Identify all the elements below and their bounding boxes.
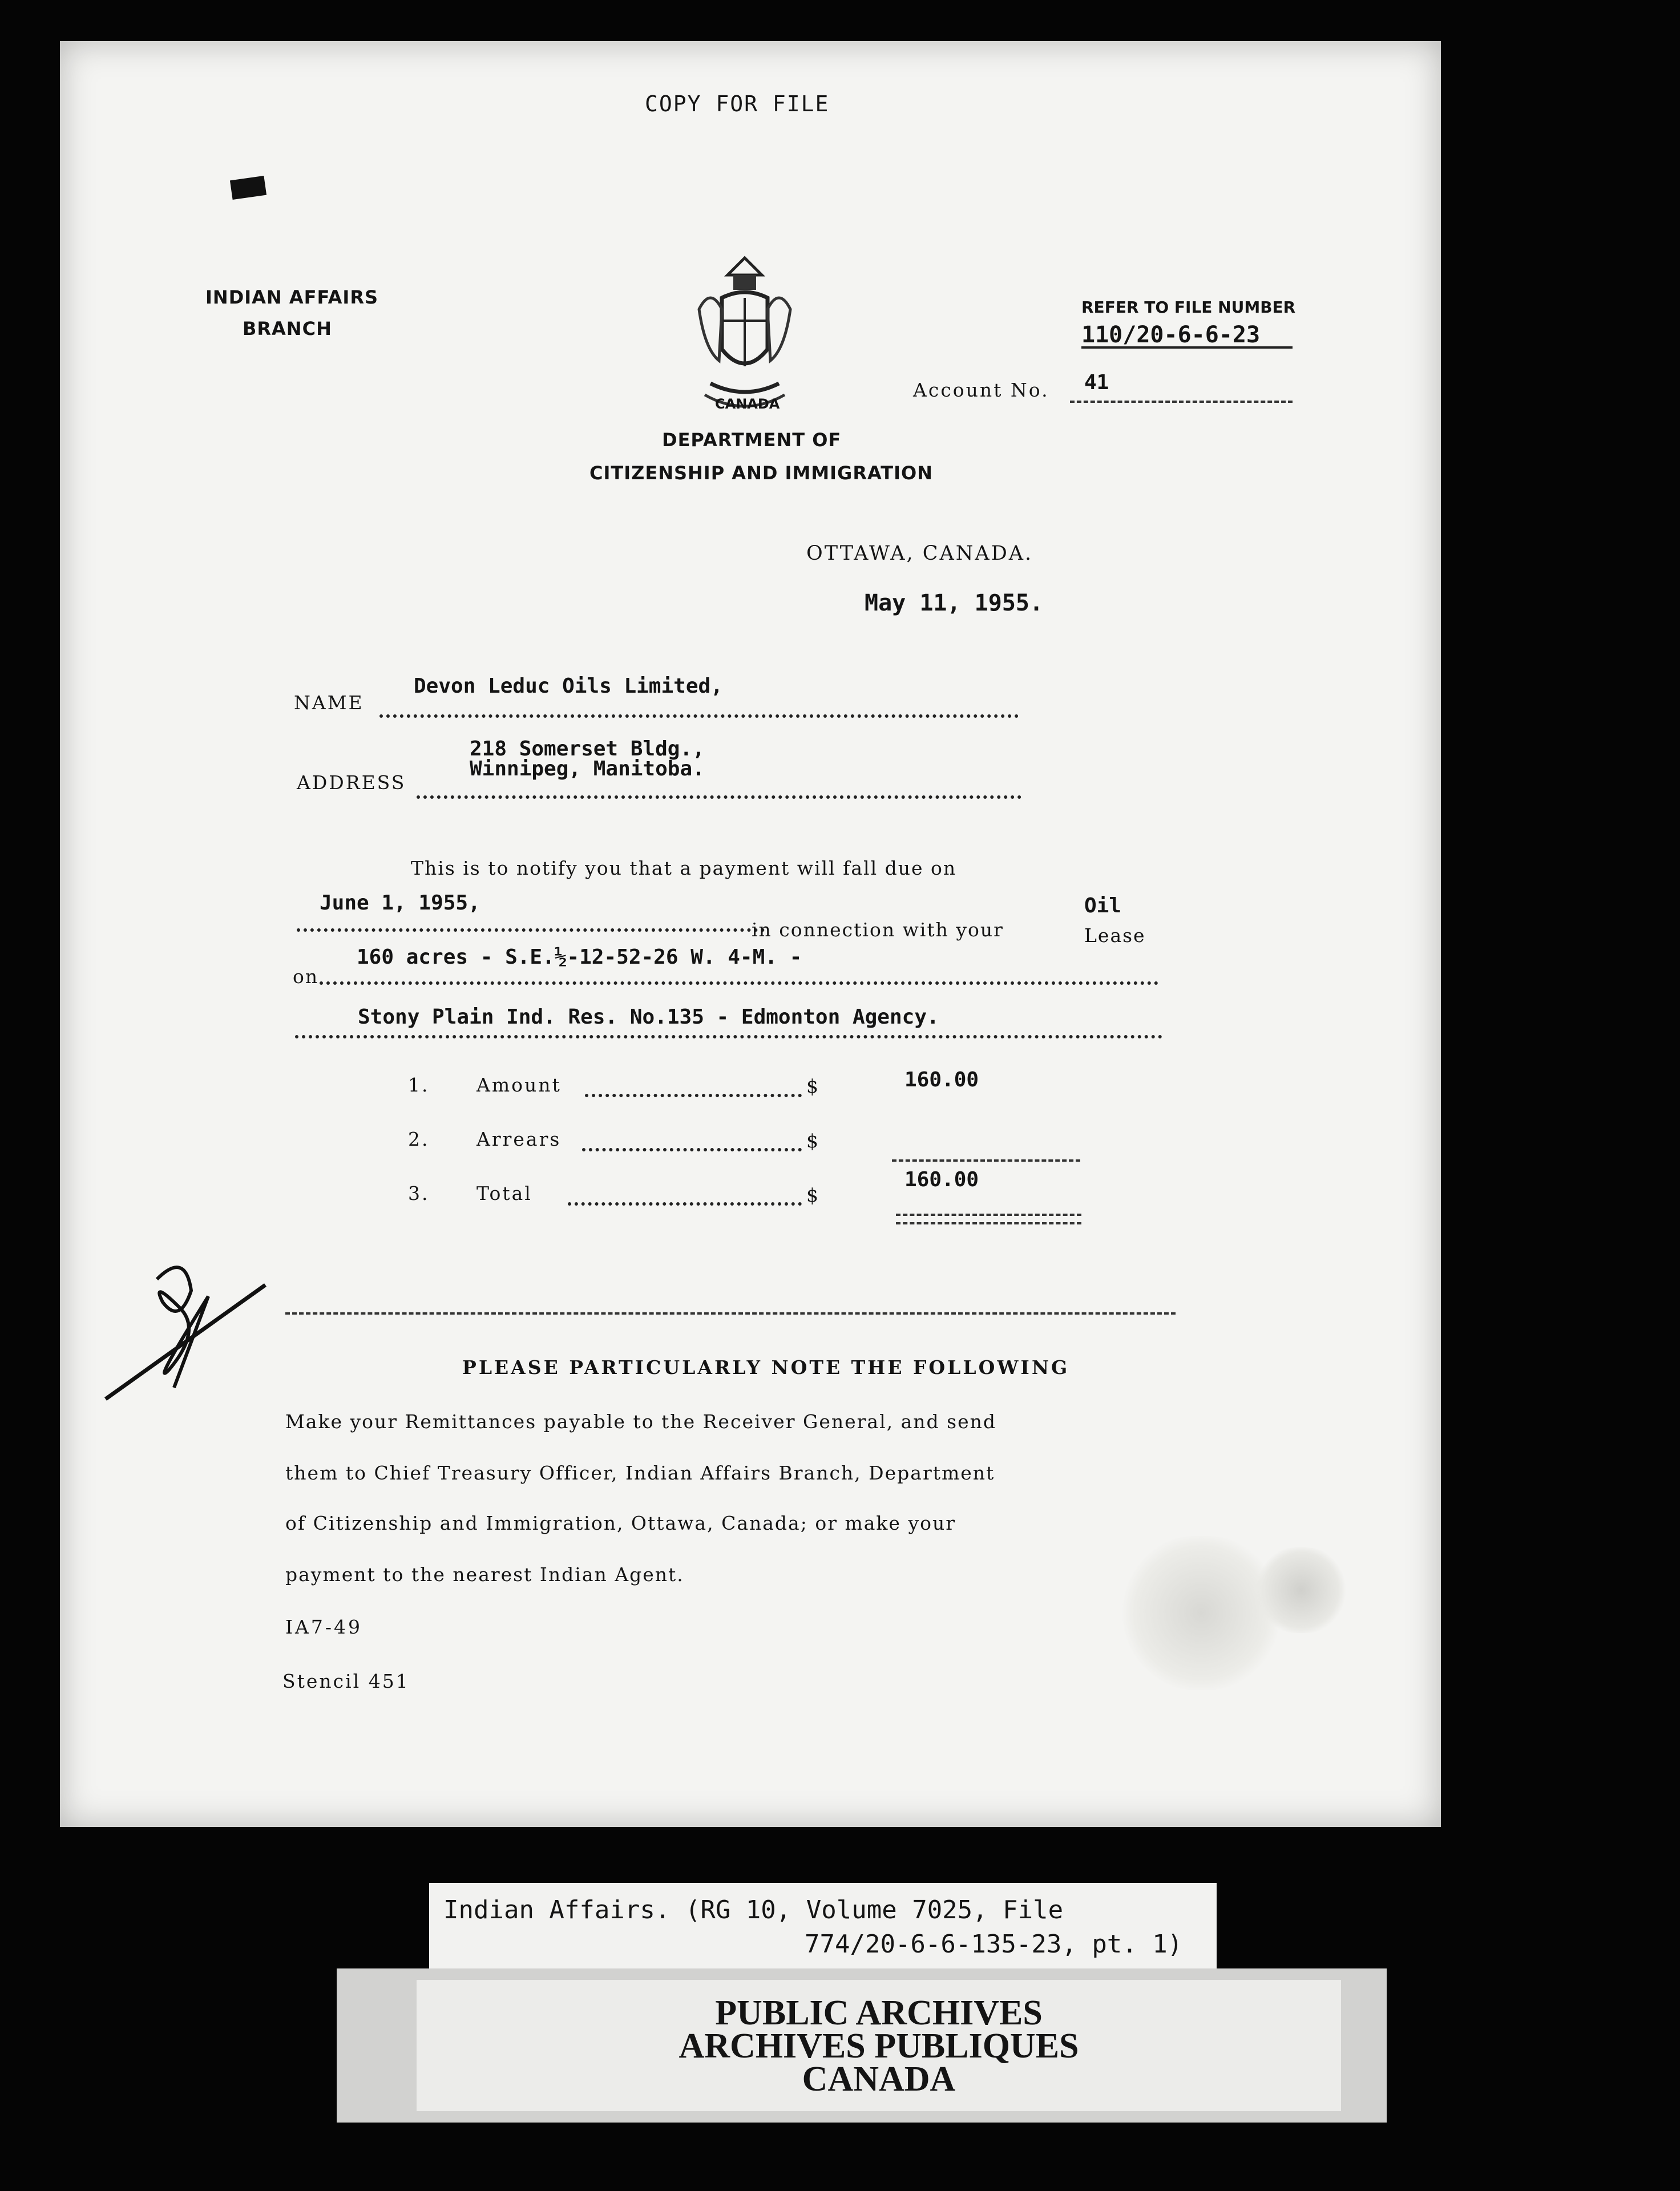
total-value: 160.00 bbox=[904, 1168, 979, 1191]
due-date: June 1, 1955, bbox=[320, 891, 480, 915]
archive-reference-label bbox=[429, 1883, 1217, 1980]
letter-date: May 11, 1955. bbox=[865, 590, 1044, 616]
amount-row-2-dots bbox=[582, 1148, 802, 1151]
amount-row-2-number: 2. bbox=[408, 1128, 430, 1150]
lease-word: Lease bbox=[1084, 924, 1146, 947]
property-line-1: 160 acres - S.E.½-12-52-26 W. 4-M. - bbox=[357, 945, 802, 969]
file-number-value: 110/20-6-6-23 bbox=[1081, 322, 1261, 348]
stencil-code: Stencil 451 bbox=[282, 1670, 410, 1692]
instructions-heading: PLEASE PARTICULARLY NOTE THE FOLLOWING bbox=[462, 1356, 1070, 1379]
property-line-2: Stony Plain Ind. Res. No.135 - Edmonton Agency. bbox=[358, 1005, 939, 1029]
stamp-line-3: CANADA bbox=[802, 2060, 956, 2099]
file-number-underline bbox=[1081, 346, 1293, 349]
amount-row-1-dots bbox=[585, 1094, 802, 1097]
property-dotted-line-1 bbox=[320, 981, 1158, 985]
recipient-address-line-2: Winnipeg, Manitoba. bbox=[470, 757, 705, 781]
address-label: ADDRESS bbox=[297, 771, 406, 794]
amount-value: 160.00 bbox=[904, 1068, 979, 1092]
paper-stain bbox=[1255, 1547, 1347, 1633]
amount-row-3-dots bbox=[568, 1202, 802, 1206]
amount-row-3-label: Total bbox=[476, 1182, 532, 1204]
paper-stain bbox=[1121, 1536, 1281, 1690]
notice-intro: This is to notify you that a payment will fall due on bbox=[411, 857, 957, 879]
amount-row-1-label: Amount bbox=[476, 1074, 562, 1096]
amount-row-1-currency: $ bbox=[806, 1075, 820, 1097]
account-label: Account No. bbox=[913, 379, 1049, 401]
crest-caption: CANADA bbox=[715, 396, 780, 412]
archive-reference-line-1: Indian Affairs. (RG 10, Volume 7025, File bbox=[443, 1895, 1064, 1925]
document-sheet bbox=[60, 41, 1441, 1827]
lease-type: Oil bbox=[1084, 894, 1122, 917]
redaction-mark bbox=[230, 176, 266, 200]
account-underline bbox=[1070, 401, 1293, 403]
instructions-line-3: of Citizenship and Immigration, Ottawa, Canada; or make your bbox=[285, 1512, 956, 1534]
recipient-address-line-1: 218 Somerset Bldg., bbox=[470, 737, 705, 761]
stamp-panel bbox=[417, 1980, 1341, 2111]
arrears-underline bbox=[892, 1159, 1080, 1162]
name-dotted-line bbox=[379, 714, 1019, 718]
handwritten-initials-icon bbox=[94, 1228, 277, 1416]
location-text: OTTAWA, CANADA. bbox=[806, 542, 1033, 565]
total-underline-2 bbox=[896, 1222, 1081, 1224]
public-archives-stamp bbox=[337, 1968, 1387, 2123]
branch-line-2: BRANCH bbox=[243, 318, 332, 339]
department-line-1: DEPARTMENT OF bbox=[662, 429, 842, 451]
instructions-line-1: Make your Remittances payable to the Receiver General, and send bbox=[285, 1410, 997, 1433]
on-label: on bbox=[293, 965, 319, 988]
amount-row-2-currency: $ bbox=[806, 1130, 820, 1152]
stamp-line-1: PUBLIC ARCHIVES bbox=[715, 1994, 1043, 2032]
amount-row-3-number: 3. bbox=[408, 1182, 430, 1204]
account-value: 41 bbox=[1084, 371, 1109, 394]
amount-row-3-currency: $ bbox=[806, 1184, 820, 1206]
due-date-dotted-line bbox=[297, 928, 765, 932]
total-underline-1 bbox=[896, 1214, 1081, 1216]
amount-row-1-number: 1. bbox=[408, 1074, 430, 1096]
copy-for-file-heading: COPY FOR FILE bbox=[645, 91, 830, 116]
form-code: IA7-49 bbox=[285, 1616, 363, 1638]
instructions-line-2: them to Chief Treasury Officer, Indian Affairs Branch, Department bbox=[285, 1462, 995, 1484]
stamp-line-2: ARCHIVES PUBLIQUES bbox=[679, 2027, 1079, 2065]
instructions-line-4: payment to the nearest Indian Agent. bbox=[285, 1563, 684, 1586]
name-label: NAME bbox=[294, 692, 364, 714]
file-number-label: REFER TO FILE NUMBER bbox=[1081, 298, 1296, 317]
recipient-name: Devon Leduc Oils Limited, bbox=[414, 674, 723, 698]
property-dotted-line-2 bbox=[295, 1035, 1162, 1038]
connection-text: in connection with your bbox=[752, 919, 1004, 941]
separator-line bbox=[285, 1312, 1176, 1315]
canada-coat-of-arms-icon bbox=[688, 252, 802, 440]
address-dotted-line bbox=[417, 795, 1021, 799]
archive-reference-line-2: 774/20-6-6-135-23, pt. 1) bbox=[805, 1930, 1183, 1959]
amount-row-2-label: Arrears bbox=[476, 1128, 562, 1150]
branch-line-1: INDIAN AFFAIRS bbox=[205, 286, 379, 308]
department-line-2: CITIZENSHIP AND IMMIGRATION bbox=[589, 462, 933, 484]
